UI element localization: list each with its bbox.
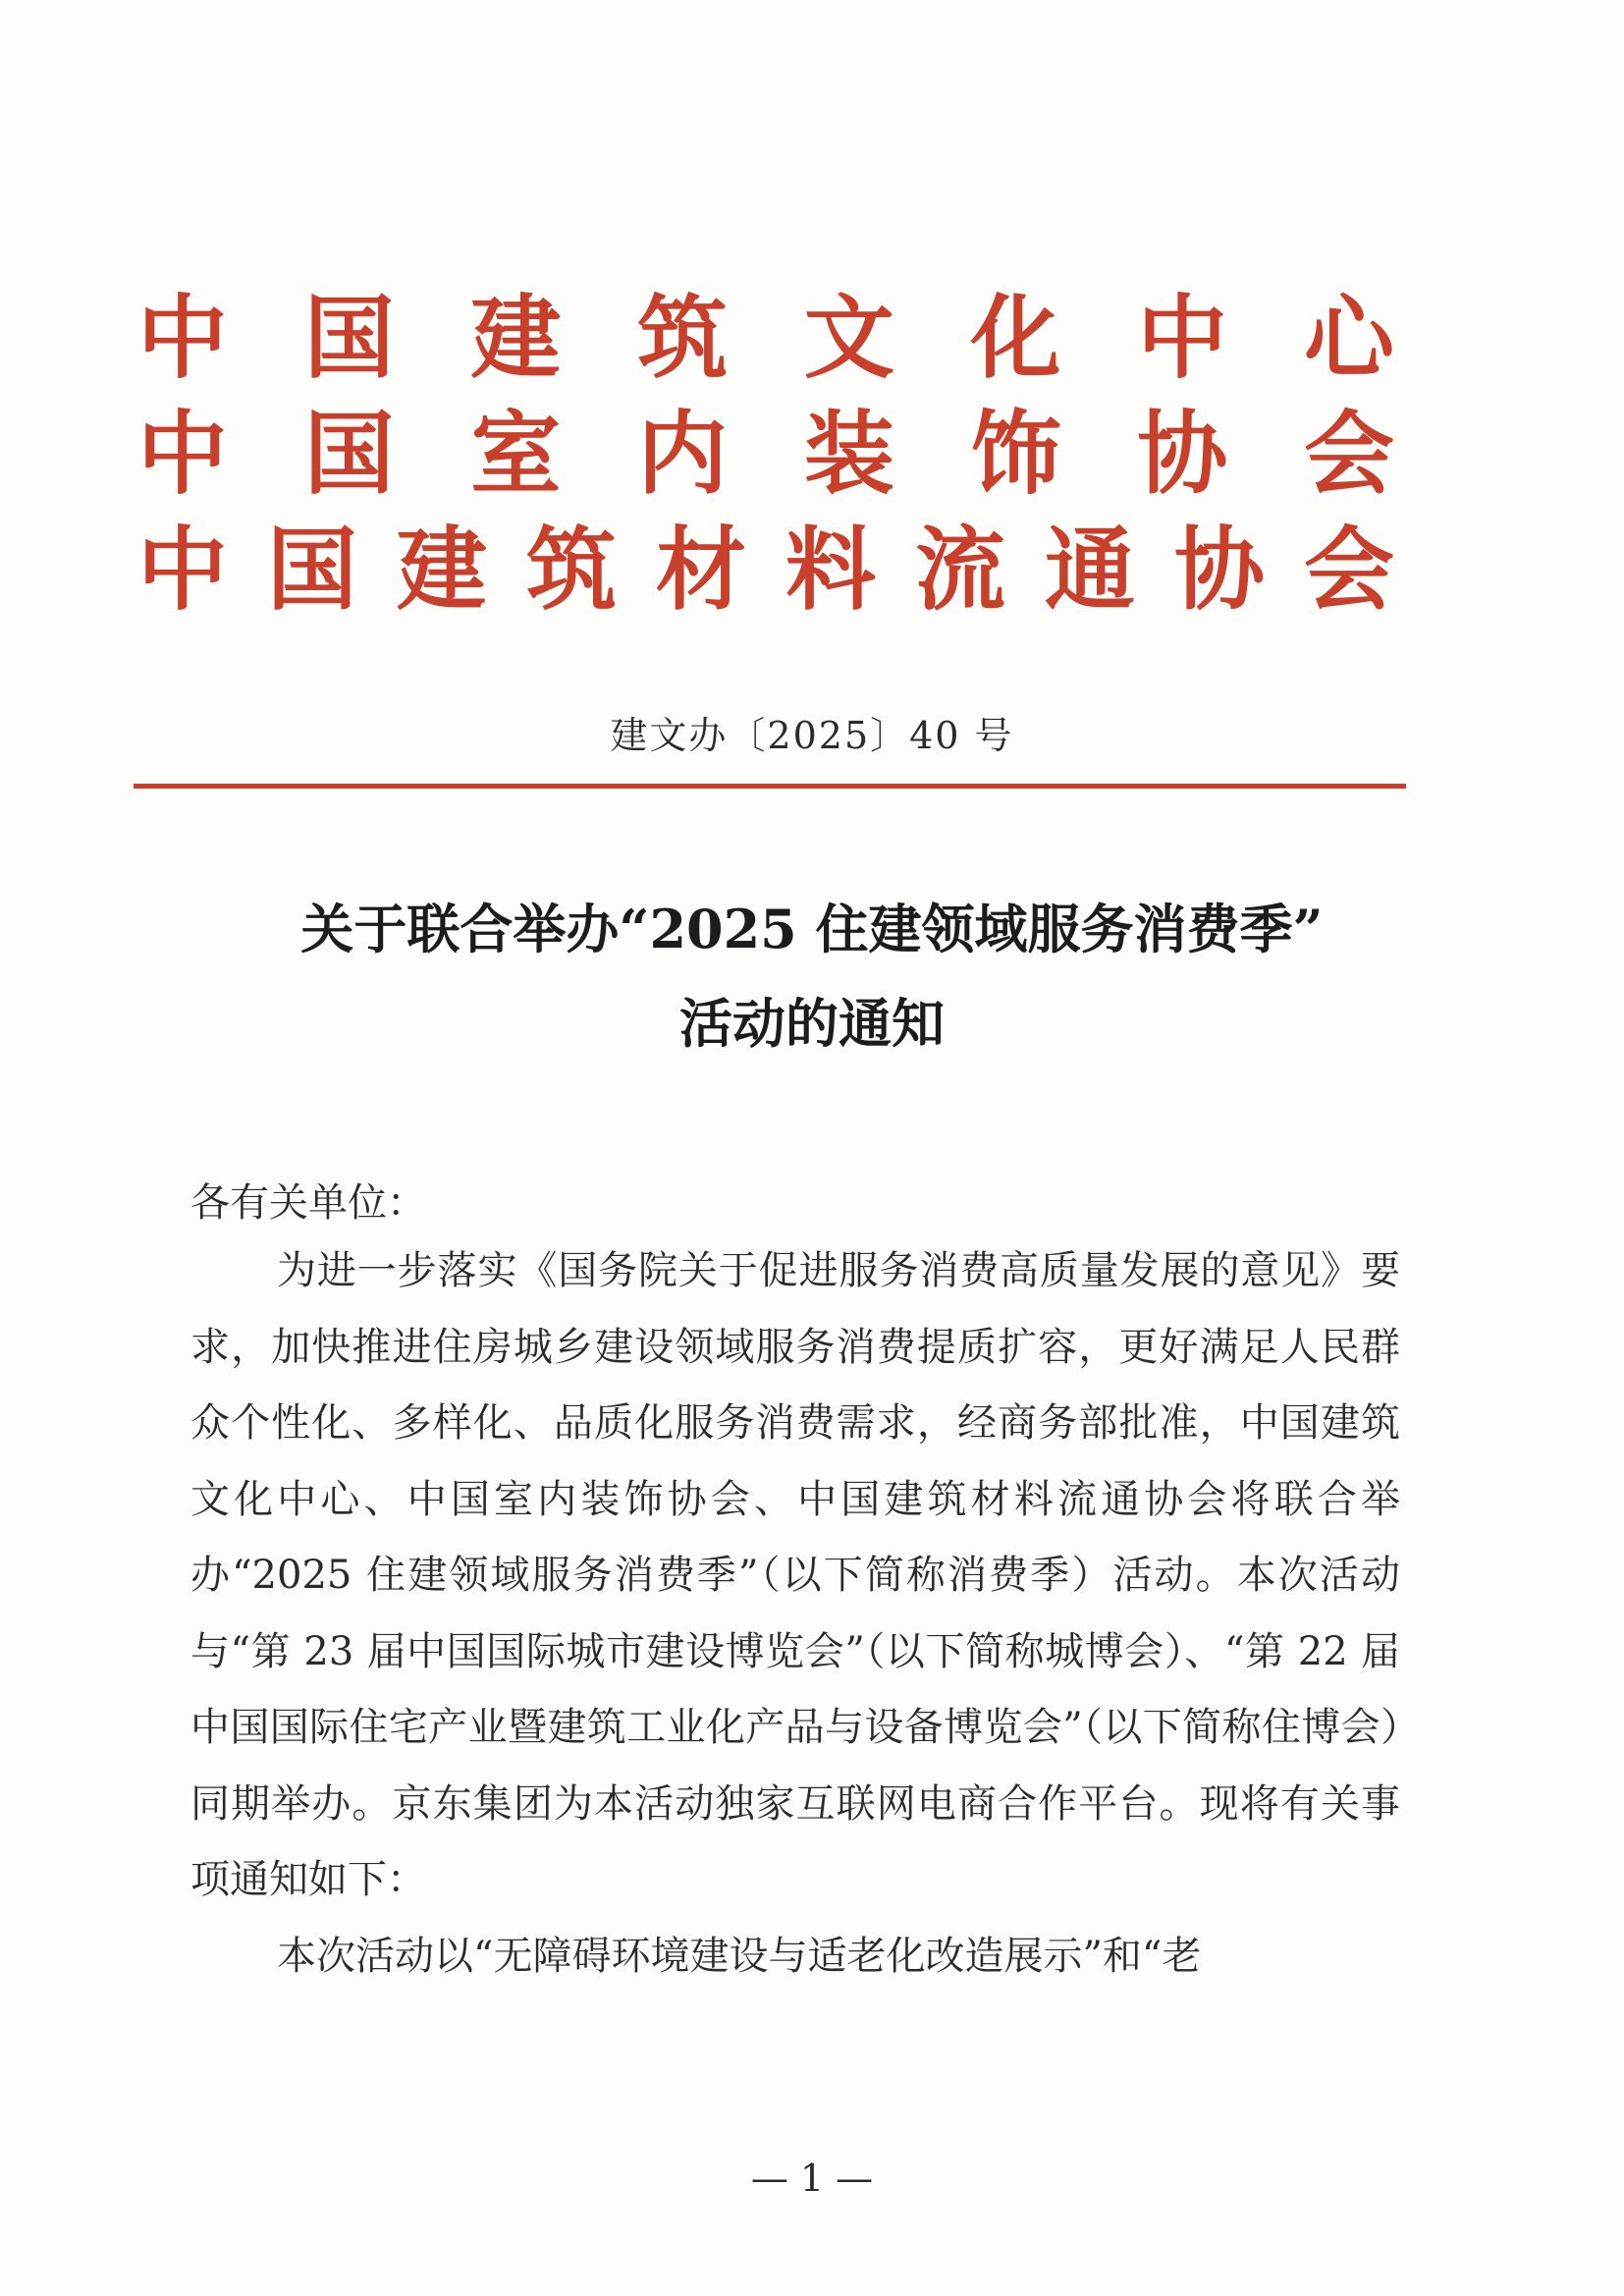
- red-divider-line: [134, 784, 1406, 789]
- document-number: 建文办〔2025〕40 号: [610, 714, 1014, 757]
- issuer-line: 中国室内装饰协会: [137, 401, 1394, 507]
- page-number: — 1 —: [750, 2157, 874, 2200]
- salutation: 各有关单位：: [190, 1180, 426, 1226]
- title-line: 活动的通知: [679, 992, 945, 1055]
- body-paragraph: 为进一步落实《国务院关于促进服务消费高质量发展的意见》要求，加快推进住房城乡建设领域服务消费提质扩容，更好满足人民群众个性化、多样化、品质化服务消费需求，经商务部批准，中国建筑文化中心、中国室内装饰协会、中国建筑材料流通协会将联合举办“2025 住建领域服务消费季”（以下简称消费季）活动。本次活动与“第 23 届中国国际城市建设博览会”（以下简称城博会）、“第 22 届中国国际住宅产业暨建筑工业化产品与设备博览会”（以下简称住博会）同期举办。京东集团为本活动独家互联网电商合作平台。现将有关事项通知如下：: [190, 1248, 1400, 1902]
- issuer-line: 中国建筑文化中心: [137, 285, 1394, 391]
- issuing-organizations: [137, 280, 1394, 628]
- body-paragraph: 本次活动以“无障碍环境建设与适老化改造展示”和“老: [277, 1933, 1202, 1979]
- issuer-line: 中国建筑材料流通协会: [137, 517, 1394, 623]
- document-title: [118, 882, 1506, 1070]
- title-line: 关于联合举办“2025 住建领域服务消费季”: [300, 898, 1324, 960]
- body-text: [190, 1233, 1400, 1995]
